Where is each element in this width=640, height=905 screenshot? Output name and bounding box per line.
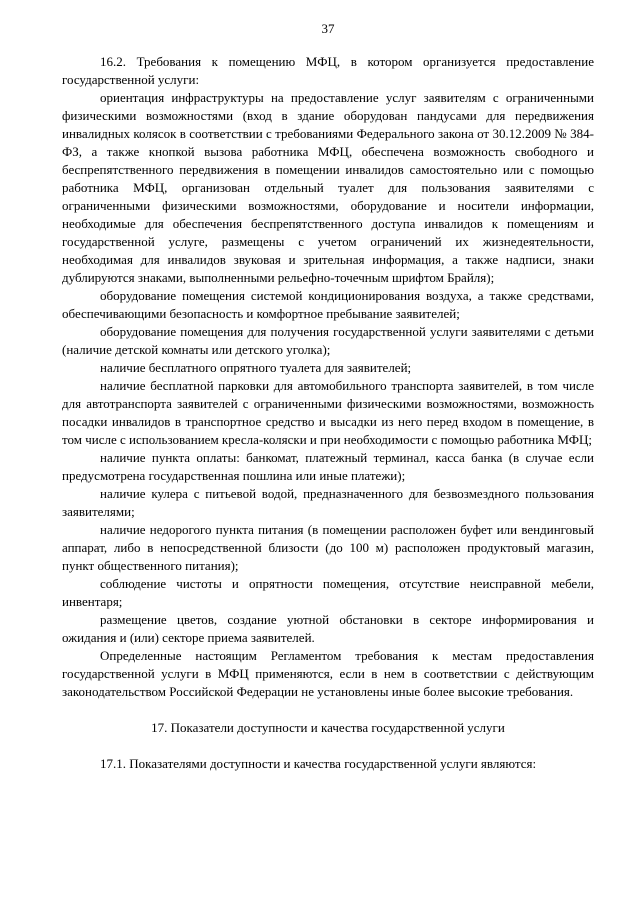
paragraph-toilet: наличие бесплатного опрятного туалета для заявителей; — [100, 360, 412, 375]
document-body — [62, 53, 594, 773]
paragraph-food-point: наличие недорогого пункта питания (в помещении расположен буфет или вендинговый аппарат, либо в непосредственной близости (до 100 м) расположен продуктовый магазин, пункт общественного питания); — [62, 522, 594, 573]
paragraph-accessibility-infrastructure: ориентация инфраструктуры на предоставление услуг заявителям с ограниченными физическими возможностями (вход в здание оборудован пандусами для передвижения инвалидных колясок в соответствии с требованиями Федерального закона от 30.12.2009 № 384-ФЗ, а также кнопкой вызова работника МФЦ, обеспечена возможность свободного и беспрепятственного передвижения в помещении инвалидов самостоятельно или с помощью работника МФЦ, организован отдельный туалет для пользования заявителями с ограниченными физическими возможностями, оборудование и носители информации, необходимые для обеспечения беспрепятственного доступа инвалидов к помещениям и государственной услуге, размещены с учетом ограничений их жизнедеятельности, необходимая для инвалидов звуковая и зрительная информация, а также надписи, знаки дублируются знаками, выполненными рельефно-точечным шрифтом Брайля); — [62, 90, 594, 285]
paragraph-water-cooler: наличие кулера с питьевой водой, предназначенного для безвозмездного пользования заявителями; — [62, 486, 594, 519]
paragraph-air-conditioning: оборудование помещения системой кондиционирования воздуха, а также средствами, обеспечивающими безопасность и комфортное пребывание заявителей; — [62, 288, 594, 321]
paragraph-payment-point: наличие пункта оплаты: банкомат, платежный терминал, касса банка (в случае если предусмотрена государственная пошлина или иные платежи); — [62, 450, 594, 483]
page-number: 37 — [321, 21, 335, 36]
paragraph-flowers: размещение цветов, создание уютной обстановки в секторе информирования и ожидания и (или) секторе приема заявителей. — [62, 612, 594, 645]
paragraph-16-2: 16.2. Требования к помещению МФЦ, в котором организуется предоставление государственной услуги: — [62, 54, 594, 87]
paragraph-parking: наличие бесплатной парковки для автомобильного транспорта заявителей, в том числе для автотранспорта заявителей с ограниченными физическими возможностями, возможность посадки инвалидов в транспортное средство и высадки из него перед входом в помещение, в том числе с использованием кресла-коляски и при необходимости с помощью работника МФЦ; — [62, 378, 594, 447]
paragraph-17-1: 17.1. Показателями доступности и качества государственной услуги являются: — [100, 756, 537, 771]
paragraph-regulation-requirements: Определенные настоящим Регламентом требования к местам предоставления государственной услуги в МФЦ применяются, если в нем в соответствии с действующим законодательством Российской Федерации не установлены иные более высокие требования. — [62, 648, 594, 699]
section-heading-17: 17. Показатели доступности и качества государственной услуги — [151, 720, 505, 735]
paragraph-cleanliness: соблюдение чистоты и опрятности помещения, отсутствие неисправной мебели, инвентаря; — [62, 576, 594, 609]
paragraph-children-room: оборудование помещения для получения государственной услуги заявителями с детьми (наличие детской комнаты или детского уголка); — [62, 324, 594, 357]
